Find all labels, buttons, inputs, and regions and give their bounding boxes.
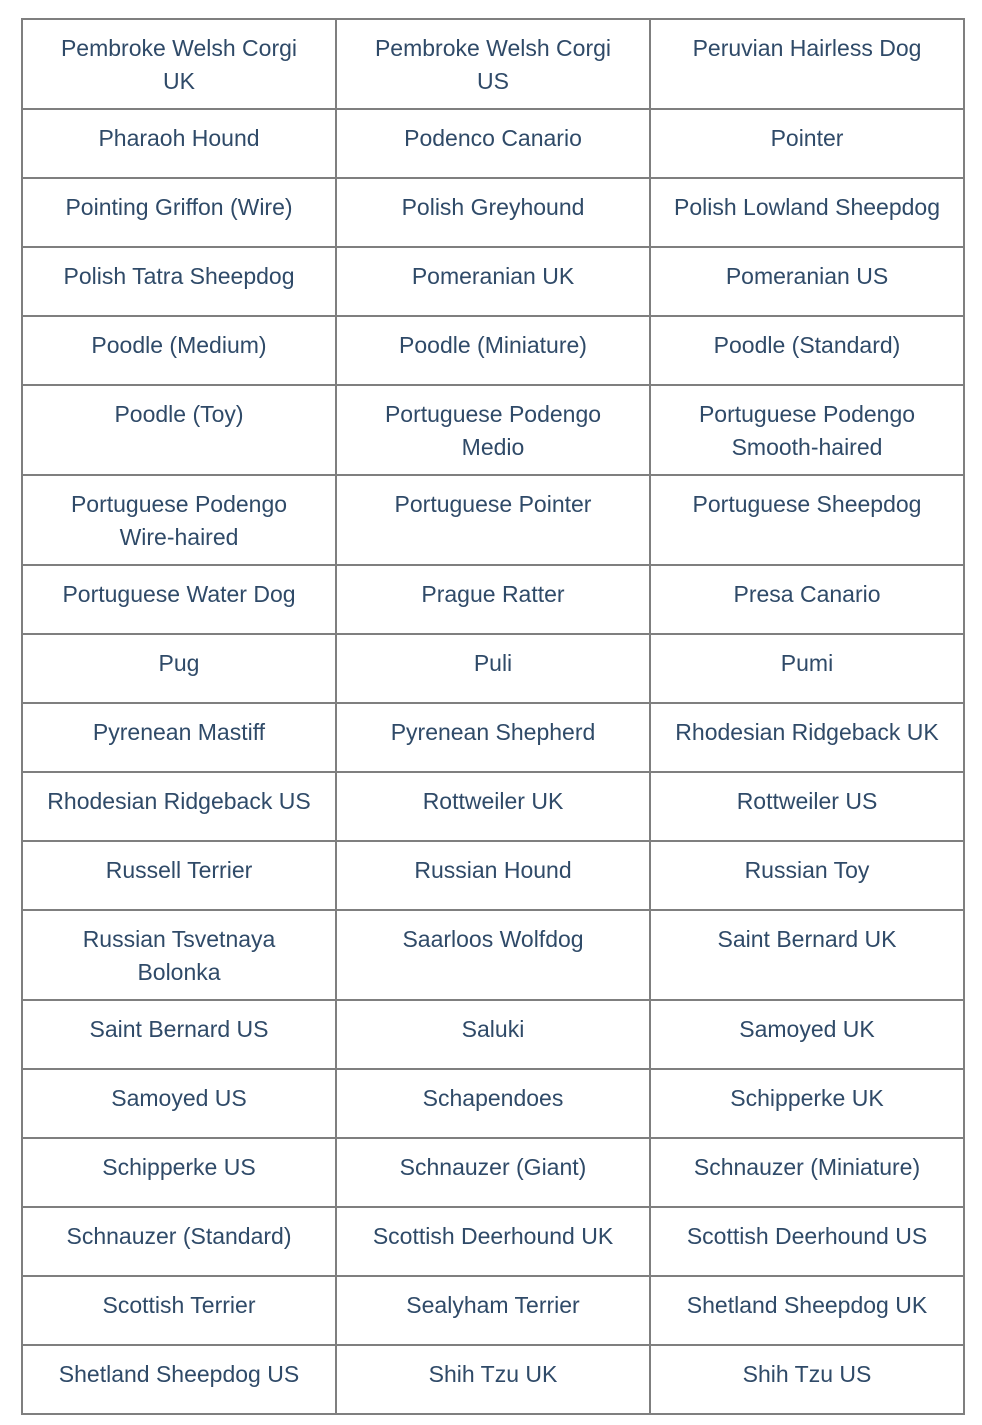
- table-cell: Pointer: [650, 109, 964, 178]
- table-row: [22, 385, 964, 475]
- table-row: [22, 772, 964, 841]
- table-cell: Russian Hound: [336, 841, 650, 910]
- table-row: [22, 178, 964, 247]
- table-cell: Poodle (Standard): [650, 316, 964, 385]
- table-cell: Russell Terrier: [22, 841, 336, 910]
- table-row: [22, 475, 964, 565]
- table-cell: Rhodesian Ridgeback US: [22, 772, 336, 841]
- table-row: [22, 703, 964, 772]
- table-cell: Pomeranian US: [650, 247, 964, 316]
- table-cell: Sealyham Terrier: [336, 1276, 650, 1345]
- table-cell: Poodle (Toy): [22, 385, 336, 475]
- table-cell: Pembroke Welsh Corgi UK: [22, 19, 336, 109]
- table-row: [22, 247, 964, 316]
- table-cell: Schnauzer (Giant): [336, 1138, 650, 1207]
- table-cell: Rottweiler UK: [336, 772, 650, 841]
- table-cell: Schipperke US: [22, 1138, 336, 1207]
- table-cell: Peruvian Hairless Dog: [650, 19, 964, 109]
- table-cell: Shetland Sheepdog US: [22, 1345, 336, 1414]
- table-cell: Polish Greyhound: [336, 178, 650, 247]
- table-cell: Schnauzer (Miniature): [650, 1138, 964, 1207]
- table-cell: Shetland Sheepdog UK: [650, 1276, 964, 1345]
- table-cell: Scottish Deerhound UK: [336, 1207, 650, 1276]
- table-cell: Schipperke UK: [650, 1069, 964, 1138]
- table-row: [22, 910, 964, 1000]
- table-cell: Portuguese Sheepdog: [650, 475, 964, 565]
- table-cell: Pembroke Welsh Corgi US: [336, 19, 650, 109]
- table-cell: Scottish Terrier: [22, 1276, 336, 1345]
- table-cell: Samoyed US: [22, 1069, 336, 1138]
- table-cell: Saint Bernard US: [22, 1000, 336, 1069]
- table-row: [22, 1000, 964, 1069]
- table-cell: Pumi: [650, 634, 964, 703]
- table-cell: Saint Bernard UK: [650, 910, 964, 1000]
- table-cell: Polish Tatra Sheepdog: [22, 247, 336, 316]
- table-cell: Pomeranian UK: [336, 247, 650, 316]
- table-row: [22, 1069, 964, 1138]
- table-cell: Shih Tzu UK: [336, 1345, 650, 1414]
- table-cell: Pyrenean Mastiff: [22, 703, 336, 772]
- table-cell: Portuguese Pointer: [336, 475, 650, 565]
- table-row: [22, 565, 964, 634]
- table-cell: Portuguese Podengo Smooth-haired: [650, 385, 964, 475]
- table-cell: Pyrenean Shepherd: [336, 703, 650, 772]
- table-cell: Portuguese Podengo Medio: [336, 385, 650, 475]
- table-cell: Saarloos Wolfdog: [336, 910, 650, 1000]
- table-cell: Pharaoh Hound: [22, 109, 336, 178]
- table-cell: Poodle (Medium): [22, 316, 336, 385]
- table-cell: Puli: [336, 634, 650, 703]
- table-cell: Presa Canario: [650, 565, 964, 634]
- table-cell: Poodle (Miniature): [336, 316, 650, 385]
- table-cell: Schnauzer (Standard): [22, 1207, 336, 1276]
- table-row: [22, 316, 964, 385]
- table-row: [22, 634, 964, 703]
- table-cell: Shih Tzu US: [650, 1345, 964, 1414]
- table-cell: Scottish Deerhound US: [650, 1207, 964, 1276]
- table-cell: Polish Lowland Sheepdog: [650, 178, 964, 247]
- table-cell: Podenco Canario: [336, 109, 650, 178]
- table-row: [22, 1207, 964, 1276]
- table-cell: Russian Tsvetnaya Bolonka: [22, 910, 336, 1000]
- table-cell: Rottweiler US: [650, 772, 964, 841]
- table-row: [22, 841, 964, 910]
- table-cell: Portuguese Podengo Wire-haired: [22, 475, 336, 565]
- table-row: [22, 109, 964, 178]
- table-cell: Portuguese Water Dog: [22, 565, 336, 634]
- table-cell: Prague Ratter: [336, 565, 650, 634]
- breed-table: [21, 18, 965, 1415]
- table-cell: Samoyed UK: [650, 1000, 964, 1069]
- table-row: [22, 1345, 964, 1414]
- table-cell: Pug: [22, 634, 336, 703]
- table-row: [22, 1138, 964, 1207]
- breed-table-body: [22, 19, 964, 1414]
- table-cell: Pointing Griffon (Wire): [22, 178, 336, 247]
- table-cell: Russian Toy: [650, 841, 964, 910]
- table-cell: Saluki: [336, 1000, 650, 1069]
- table-row: [22, 1276, 964, 1345]
- table-cell: Schapendoes: [336, 1069, 650, 1138]
- table-cell: Rhodesian Ridgeback UK: [650, 703, 964, 772]
- table-row: [22, 19, 964, 109]
